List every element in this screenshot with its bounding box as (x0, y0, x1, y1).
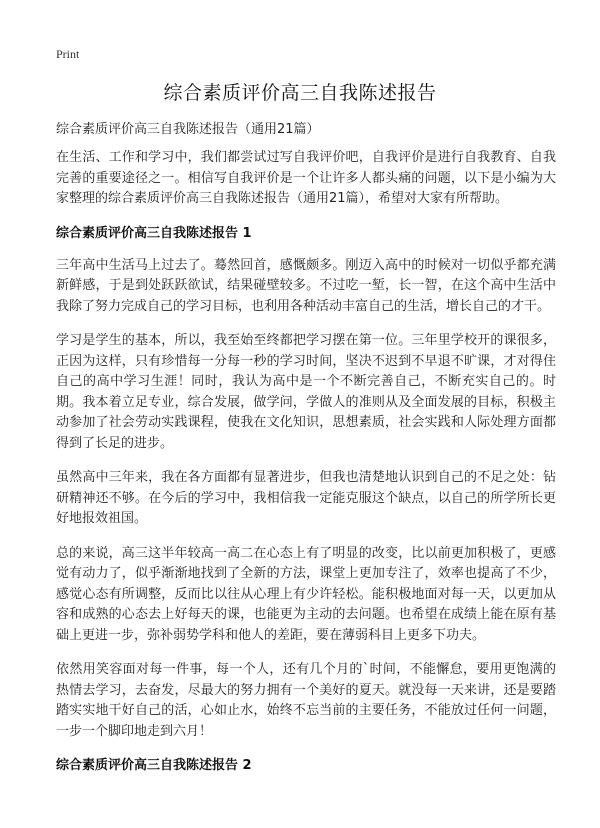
document-body (56, 120, 556, 788)
section-2-heading: 综合素质评价高三自我陈述报告 2 (56, 758, 252, 773)
section-1-paragraph-1: 三年高中生活马上过去了。蓦然回首，感慨颇多。刚迈入高中的时候对一切似乎都充满新鲜感，于是到处跃跃欲试，结果碰壁较多。不过吃一堑，长一智，在这个高中生活中我除了努力完成自己的学习目标，也利用各种活动丰富自己的生活，增长自己的才干。 (56, 257, 556, 314)
section-1-paragraph-3: 虽然高中三年来，我在各方面都有显著进步，但我也清楚地认识到自己的不足之处：钻研精神还不够。在今后的学习中，我相信我一定能克服这个缺点，以自己的所学所长更好地报效祖国。 (56, 470, 556, 526)
section-1-paragraph-4: 总的来说，高三这半年较高一高二在心态上有了明显的改变，比以前更加积极了，更感觉有动力了，似乎渐渐地找到了全新的方法，课堂上更加专注了，效率也提高了不少，感觉心态有所调整，反而比以往从心理上有少许轻松。能积极地面对每一天，以更加从容和成熟的心态去上好每天的课，也能更为主动的去问题。也希望在成绩上能在原有基础上更进一步，弥补弱势学科和他人的差距，要在薄弱科目上更多下功夫。 (56, 545, 556, 643)
section-1-paragraph-2: 学习是学生的基本，所以，我至始至终都把学习摆在第一位。三年里学校开的课很多，正因为这样，只有珍惜每一分每一秒的学习时间，坚决不迟到不早退不旷课，才对得住自己的高中学习生涯！同时，我认为高中是一个不断完善自己，不断充实自己的。时期。我本着立足专业，综合发展，做学问，学做人的准则从及全面发展的目标，积极主动参加了社会劳动实践课程，使我在文化知识，思想素质，社会实践和人际处理方面都得到了长足的进步。 (56, 333, 556, 451)
intro-paragraph: 在生活、工作和学习中，我们都尝试过写自我评价吧，自我评价是进行自我教育、自我完善的重要途径之一。相信写自我评价是一个让许多人都头痛的问题，以下是小编为大家整理的综合素质评价高三自我陈述报告（通用21篇），希望对大家有所帮助。 (56, 150, 556, 206)
section-1-heading: 综合素质评价高三自我陈述报告 1 (56, 225, 252, 241)
print-link[interactable]: Print (56, 47, 80, 61)
document-subtitle: 综合素质评价高三自我陈述报告（通用21篇） (56, 122, 320, 137)
document-title: 综合素质评价高三自我陈述报告 (163, 82, 437, 104)
section-1-paragraph-5: 依然用笑容面对每一件事，每一个人，还有几个月的`时间，不能懈怠，要用更饱满的热情去学习，去奋发，尽最大的努力拥有一个美好的夏天。就没每一天来讲，还是要踏踏实实地干好自己的活，心如止水，始终不忘当前的主要任务，不能放过任何一问题，一步一个脚印地走到六月！ (56, 662, 556, 739)
